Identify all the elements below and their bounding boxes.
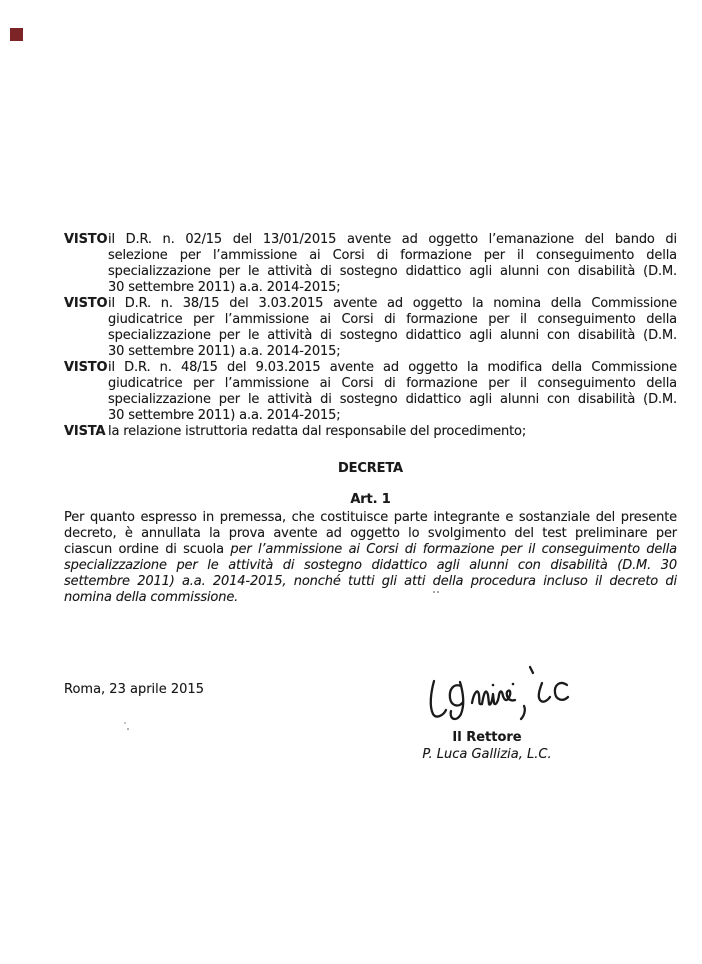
premise-line: specializzazione per le attività di sostegno didattico agli alunni con disabilità (D.M. — [108, 264, 677, 279]
premise-line: giudicatrice per l’ammissione ai Corsi di formazione per il conseguimento della — [108, 312, 677, 327]
premise-paragraph — [64, 360, 677, 424]
scan-speckle — [127, 728, 129, 730]
signature-stroke-c — [555, 683, 568, 700]
signature-stroke-l2 — [539, 683, 550, 702]
premise-line: il D.R. n. 48/15 del 9.03.2015 avente ad oggetto la modifica della Commissione — [108, 360, 677, 375]
premise-line: 30 settembre 2011) a.a. 2014-2015; — [108, 408, 341, 423]
article-segment-italic: nomina della commissione. — [64, 590, 239, 605]
signature-stroke-g — [450, 682, 463, 719]
premise-line: 30 settembre 2011) a.a. 2014-2015; — [108, 280, 341, 295]
premises — [64, 232, 677, 440]
decreta-heading: DECRETA — [338, 461, 403, 476]
scan-speckle — [437, 591, 439, 593]
decree-body — [64, 232, 677, 606]
premise-paragraph — [64, 424, 677, 440]
premise-paragraph — [64, 296, 677, 360]
article-line — [64, 510, 677, 526]
article-line — [64, 526, 677, 542]
premise-label: VISTO — [64, 296, 108, 311]
article-segment: Per quanto espresso in premessa, che costituisce parte integrante e sostanziale del presente — [64, 510, 677, 525]
article-line — [64, 542, 677, 558]
signature-tick — [530, 667, 533, 673]
premise-line: specializzazione per le attività di sostegno didattico agli alunni con disabilità (D.M. — [108, 392, 677, 407]
premise-line: la relazione istruttoria redatta dal responsabile del procedimento; — [108, 424, 527, 439]
premise-label: VISTO — [64, 232, 108, 247]
article-line — [64, 574, 677, 590]
premise-line: specializzazione per le attività di sostegno didattico agli alunni con disabilità (D.M. — [108, 328, 677, 343]
article-segment: ciascun ordine di scuola — [64, 542, 231, 557]
article-line — [64, 590, 677, 606]
premise-line: il D.R. n. 38/15 del 3.03.2015 avente ad oggetto la nomina della Commissione — [108, 296, 677, 311]
article-segment-italic: per l’ammissione ai Corsi di formazione per il conseguimento della — [230, 542, 677, 557]
premise-line: il D.R. n. 02/15 del 13/01/2015 avente ad oggetto l’emanazione del bando di — [108, 232, 677, 247]
article-segment-italic: settembre 2011) a.a. 2014-2015, nonché tutti gli atti della procedura incluso il decreto di — [64, 574, 677, 589]
signature-comma — [521, 706, 525, 719]
premise-line: giudicatrice per l’ammissione ai Corsi di formazione per il conseguimento della — [108, 376, 677, 391]
signature-dot-1 — [492, 684, 495, 687]
premise-line: selezione per l’ammissione ai Corsi di formazione per il conseguimento della — [108, 248, 677, 263]
signature-role: Il Rettore — [452, 730, 522, 745]
article-segment-italic: specializzazione per le attività di sostegno didattico agli alunni con disabilità (D.M. 30 — [64, 558, 677, 573]
article-line — [64, 558, 677, 574]
premise-label: VISTA — [64, 424, 106, 439]
signature-stroke-l — [431, 681, 446, 717]
article-segment: decreto, è annullata la prova avente ad oggetto lo svolgimento del test preliminare per — [64, 526, 677, 541]
place-date: Roma, 23 aprile 2015 — [64, 682, 204, 697]
premise-label: VISTO — [64, 360, 108, 375]
article-body — [64, 510, 677, 606]
article-heading: Art. 1 — [350, 492, 391, 507]
signature-signer: P. Luca Gallizia, L.C. — [422, 747, 552, 762]
premise-paragraph — [64, 232, 677, 296]
signature-dot-2 — [512, 683, 515, 686]
scan-speckle — [124, 722, 126, 724]
premise-line: 30 settembre 2011) a.a. 2014-2015; — [108, 344, 341, 359]
scan-speckle — [433, 591, 435, 593]
handwritten-signature-icon — [420, 656, 580, 726]
signature-stroke-squiggle — [472, 691, 515, 705]
page-corner-marker — [10, 28, 23, 41]
